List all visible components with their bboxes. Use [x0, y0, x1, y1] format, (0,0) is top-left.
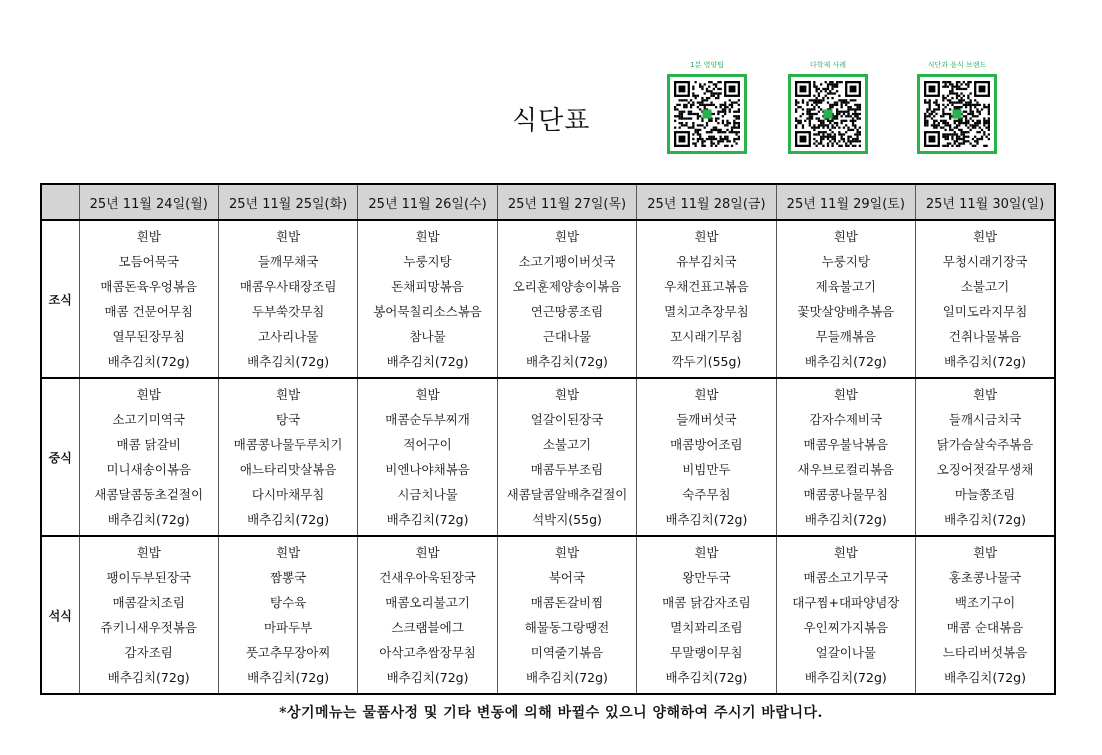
meal-label: 중식 — [41, 378, 79, 536]
menu-item: 매콤오리불고기 — [385, 594, 470, 610]
menu-item: 흰밥 — [972, 386, 998, 402]
menu-cell — [497, 220, 636, 378]
menu-item: 다시마채무침 — [251, 486, 325, 502]
menu-item: 흰밥 — [694, 386, 719, 402]
menu-item: 대구찜+대파양념장 — [792, 594, 900, 610]
qr-label: 다학제 사례 — [809, 61, 847, 69]
menu-item: 왕만두국 — [682, 569, 731, 585]
menu-item: 흰밥 — [972, 544, 998, 560]
menu-item: 얼갈이된장국 — [530, 411, 604, 427]
menu-cell — [776, 378, 915, 536]
menu-item: 비빔만두 — [682, 461, 731, 477]
menu-item: 배추김치(72g) — [665, 511, 748, 527]
date-header-row — [41, 184, 1055, 220]
menu-item: 연근땅콩조림 — [530, 303, 604, 319]
menu-cell — [79, 378, 218, 536]
menu-item: 미니새송이볶음 — [106, 461, 191, 477]
qr-code-icon — [788, 74, 868, 154]
menu-item: 북어국 — [548, 569, 586, 585]
menu-item-list — [916, 538, 1054, 692]
meal-row — [41, 378, 1055, 536]
menu-item: 아삭고추쌈장무침 — [379, 644, 476, 660]
menu-item: 느타리버섯볶음 — [942, 644, 1028, 660]
menu-item: 흰밥 — [136, 544, 161, 560]
menu-cell — [79, 220, 218, 378]
menu-item: 스크램블에그 — [391, 619, 464, 635]
qr-code-food-brand[interactable] — [912, 60, 1002, 154]
menu-item: 깍두기(55g) — [671, 353, 742, 369]
menu-item: 매콤돈육우엉볶음 — [100, 278, 198, 294]
menu-item: 흰밥 — [972, 228, 998, 244]
menu-item: 배추김치(72g) — [386, 511, 469, 527]
menu-item: 들깨시금치국 — [948, 411, 1022, 427]
date-header: 25년 11월 26일(수) — [358, 184, 497, 220]
menu-item: 유부김치국 — [676, 253, 737, 269]
menu-item: 흰밥 — [554, 228, 580, 244]
menu-item: 배추김치(72g) — [107, 353, 190, 369]
menu-item: 흰밥 — [415, 228, 440, 244]
menu-item: 열무된장무침 — [112, 328, 185, 344]
menu-item: 무들깨볶음 — [815, 328, 877, 344]
menu-item: 돈채피망볶음 — [391, 278, 464, 294]
menu-item-list — [219, 538, 357, 692]
menu-item: 배추김치(72g) — [247, 511, 330, 527]
menu-item: 백조기구이 — [954, 594, 1016, 610]
menu-item-list — [498, 380, 636, 534]
qr-code-case-study[interactable] — [783, 60, 873, 154]
header-corner — [41, 184, 79, 220]
date-header: 25년 11월 24일(월) — [79, 184, 218, 220]
date-header: 25년 11월 27일(목) — [497, 184, 636, 220]
menu-item-list — [80, 538, 218, 692]
qr-label: 1분 영양팁 — [690, 61, 724, 69]
menu-item: 매콤우불낙볶음 — [803, 436, 889, 452]
menu-item: 매콤 닭감자조림 — [662, 594, 751, 610]
menu-item: 무청시래기장국 — [942, 253, 1028, 269]
menu-cell — [916, 220, 1055, 378]
menu-item-list — [498, 222, 636, 376]
menu-item: 배추김치(72g) — [944, 353, 1026, 369]
menu-item: 배추김치(72g) — [247, 669, 330, 685]
menu-item: 배추김치(72g) — [944, 511, 1026, 527]
menu-cell — [776, 536, 915, 694]
menu-item: 감자조림 — [124, 644, 173, 660]
menu-cell — [637, 378, 776, 536]
menu-item: 배추김치(72g) — [526, 353, 608, 369]
menu-item-list — [498, 538, 636, 692]
menu-item: 누룽지탕 — [403, 253, 452, 269]
menu-item: 누룽지탕 — [821, 253, 870, 269]
menu-cell — [218, 220, 357, 378]
menu-item: 흰밥 — [833, 386, 858, 402]
menu-item: 흰밥 — [833, 228, 858, 244]
menu-item: 흰밥 — [276, 544, 301, 560]
menu-item: 흰밥 — [276, 228, 301, 244]
menu-item: 애느타리맛살볶음 — [239, 461, 337, 477]
menu-item: 마늘쫑조림 — [954, 486, 1016, 502]
menu-item: 흰밥 — [694, 228, 719, 244]
menu-item: 얼갈이나물 — [815, 644, 877, 660]
menu-item-list — [219, 380, 357, 534]
menu-item: 매콤돈갈비찜 — [530, 594, 604, 610]
menu-item: 배추김치(72g) — [526, 669, 608, 685]
menu-item: 매콤우사태장조림 — [239, 278, 337, 294]
menu-cell — [358, 220, 497, 378]
qr-code-icon — [917, 74, 997, 154]
menu-item: 비엔나야채볶음 — [385, 461, 470, 477]
menu-item: 닭가슴살숙주볶음 — [936, 436, 1034, 452]
menu-item: 탕국 — [276, 411, 301, 427]
menu-item: 배추김치(72g) — [386, 353, 469, 369]
menu-item: 소고기미역국 — [112, 411, 185, 427]
menu-item: 흰밥 — [833, 544, 858, 560]
menu-item: 해물동그랑땡전 — [524, 619, 610, 635]
menu-item-list — [637, 222, 775, 376]
menu-item: 흰밥 — [415, 544, 440, 560]
menu-item: 흰밥 — [136, 228, 161, 244]
menu-item: 마파두부 — [263, 619, 313, 635]
menu-item: 팽이두부된장국 — [106, 569, 191, 585]
menu-item: 배추김치(72g) — [247, 353, 330, 369]
menu-item: 매콤갈치조림 — [112, 594, 185, 610]
menu-item-list — [358, 538, 496, 692]
menu-item: 흰밥 — [415, 386, 440, 402]
menu-item: 일미도라지무침 — [942, 303, 1028, 319]
menu-cell — [776, 220, 915, 378]
menu-item: 들깨버섯국 — [676, 411, 737, 427]
menu-cell — [358, 378, 497, 536]
meal-label: 석식 — [41, 536, 79, 694]
menu-cell — [916, 378, 1055, 536]
menu-item: 모듬어묵국 — [118, 253, 179, 269]
menu-item: 풋고추무장아찌 — [245, 644, 331, 660]
menu-item: 석박지(55g) — [532, 511, 602, 527]
menu-item: 배추김치(72g) — [804, 511, 887, 527]
menu-cell — [916, 536, 1055, 694]
menu-item: 매콤순두부찌개 — [385, 411, 470, 427]
menu-item-list — [916, 380, 1054, 534]
menu-item: 배추김치(72g) — [386, 669, 469, 685]
footnote: *상기메뉴는 물품사정 및 기타 변동에 의해 바뀔수 있으니 양해하여 주시기 바랍니다. — [279, 705, 823, 721]
menu-item: 짬뽕국 — [270, 569, 307, 585]
menu-item-list — [219, 222, 357, 376]
menu-item: 꼬시래기무침 — [670, 328, 743, 344]
menu-item: 오징어젓갈무생채 — [936, 461, 1034, 477]
menu-item: 근대나물 — [542, 328, 592, 344]
menu-item: 흰밥 — [554, 544, 580, 560]
menu-item-list — [916, 222, 1054, 376]
menu-item: 두부쑥갓무침 — [251, 303, 325, 319]
meal-row — [41, 536, 1055, 694]
menu-item: 매콤 건문어무침 — [104, 303, 193, 319]
menu-item: 매콤콩나물무침 — [803, 486, 889, 502]
menu-item: 매콤방어조림 — [670, 436, 743, 452]
menu-cell — [497, 536, 636, 694]
menu-item: 흰밥 — [554, 386, 580, 402]
menu-cell — [637, 220, 776, 378]
page-title: 식단표 — [512, 106, 591, 136]
menu-item-list — [358, 380, 496, 534]
menu-item: 참나물 — [409, 328, 446, 344]
menu-item-list — [777, 538, 915, 692]
menu-item: 매콤 순대볶음 — [946, 619, 1024, 635]
date-header: 25년 11월 30일(일) — [916, 184, 1055, 220]
menu-cell — [497, 378, 636, 536]
menu-item: 소불고기 — [542, 436, 592, 452]
menu-item: 배추김치(72g) — [944, 669, 1026, 685]
menu-item-list — [777, 222, 915, 376]
menu-item: 제육불고기 — [815, 278, 877, 294]
menu-item: 우채건표고볶음 — [664, 278, 749, 294]
menu-item: 새콤달콤동초겉절이 — [94, 486, 204, 502]
menu-item: 건새우아욱된장국 — [379, 569, 476, 585]
date-header: 25년 11월 28일(금) — [637, 184, 776, 220]
menu-item: 감자수제비국 — [809, 411, 883, 427]
menu-item-list — [80, 222, 218, 376]
menu-item-list — [358, 222, 496, 376]
menu-item: 배추김치(72g) — [107, 669, 190, 685]
menu-item: 오리훈제양송이볶음 — [512, 278, 622, 294]
menu-item: 미역줄기볶음 — [530, 644, 604, 660]
menu-item: 홍초콩나물국 — [948, 569, 1022, 585]
menu-item-list — [637, 538, 775, 692]
menu-item: 꽃맛살양배추볶음 — [797, 303, 895, 319]
menu-item-list — [637, 380, 775, 534]
menu-item: 배추김치(72g) — [804, 669, 887, 685]
menu-item: 무말랭이무침 — [670, 644, 743, 660]
qr-code-nutrition-tip[interactable] — [662, 60, 752, 154]
menu-item: 숙주무침 — [682, 486, 731, 502]
menu-item: 흰밥 — [136, 386, 161, 402]
menu-item-list — [777, 380, 915, 534]
menu-item: 배추김치(72g) — [665, 669, 748, 685]
meal-row — [41, 220, 1055, 378]
menu-item: 멸치고추장무침 — [664, 303, 749, 319]
menu-cell — [79, 536, 218, 694]
menu-item: 새우브로컬리볶음 — [797, 461, 895, 477]
menu-item: 탕수육 — [270, 594, 307, 610]
menu-cell — [218, 536, 357, 694]
meal-label: 조식 — [41, 220, 79, 378]
menu-item: 배추김치(72g) — [107, 511, 190, 527]
menu-cell — [358, 536, 497, 694]
menu-item: 멸치꽈리조림 — [670, 619, 743, 635]
menu-item: 소고기팽이버섯국 — [518, 253, 616, 269]
menu-item-list — [80, 380, 218, 534]
menu-cell — [218, 378, 357, 536]
date-header: 25년 11월 25일(화) — [218, 184, 357, 220]
menu-item: 건취나물볶음 — [948, 328, 1022, 344]
menu-item: 매콤두부조림 — [530, 461, 604, 477]
menu-item: 우인찌가지볶음 — [803, 619, 889, 635]
date-header: 25년 11월 29일(토) — [776, 184, 915, 220]
menu-cell — [637, 536, 776, 694]
qr-code-icon — [667, 74, 747, 154]
menu-item: 고사리나물 — [257, 328, 319, 344]
menu-item: 쥬키니새우젓볶음 — [100, 619, 198, 635]
menu-item: 시금치나물 — [397, 486, 458, 502]
menu-item: 새콤달콤알배추겉절이 — [506, 486, 628, 502]
qr-label: 식단과 음식 브랜드 — [927, 61, 987, 69]
menu-item: 배추김치(72g) — [804, 353, 887, 369]
menu-item: 적어구이 — [403, 436, 452, 452]
menu-item: 매콤 닭갈비 — [116, 436, 181, 452]
menu-item: 흰밥 — [694, 544, 719, 560]
menu-item: 소불고기 — [960, 278, 1010, 294]
menu-table — [40, 183, 1056, 695]
menu-item: 매콤콩나물두루치기 — [233, 436, 343, 452]
menu-item: 흰밥 — [276, 386, 301, 402]
menu-item: 들깨무채국 — [257, 253, 319, 269]
menu-item: 봉어묵칠리소스볶음 — [373, 303, 482, 319]
menu-item: 매콤소고기무국 — [803, 569, 889, 585]
